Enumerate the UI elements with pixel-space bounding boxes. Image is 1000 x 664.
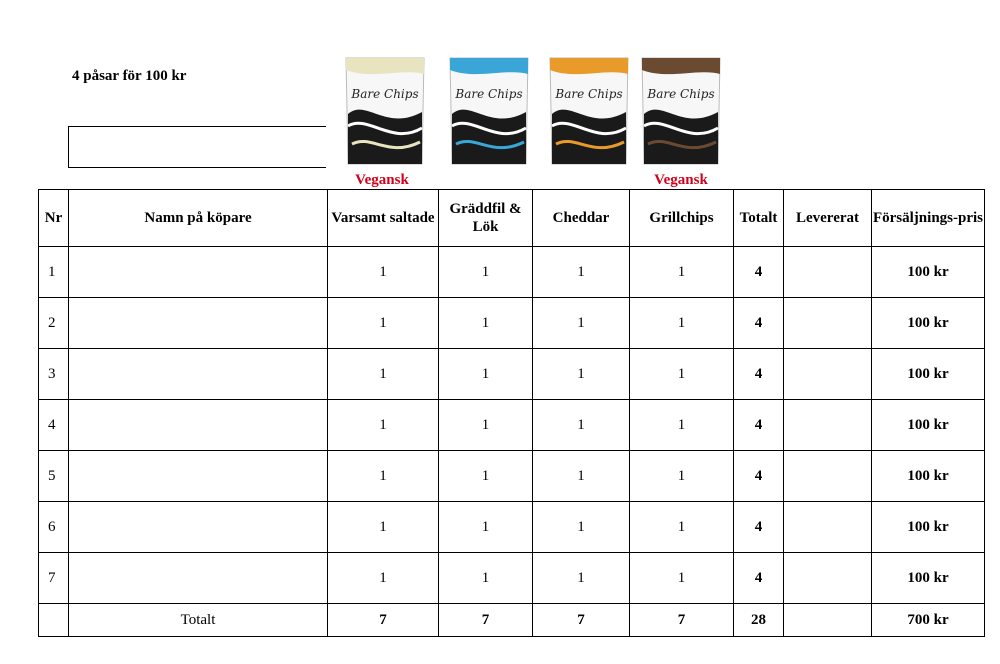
cell-nr: 4 (39, 400, 69, 451)
chip-bag-icon (638, 54, 724, 168)
cell-totalt: 4 (734, 400, 784, 451)
table-row (39, 553, 985, 604)
cell-totalt: 4 (734, 349, 784, 400)
cell-levererat[interactable] (784, 502, 872, 553)
cell-grillchips: 1 (630, 400, 734, 451)
cell-cheddar: 1 (533, 298, 630, 349)
chip-bag-brand: Bare Chips (555, 87, 623, 101)
cell-price: 100 kr (872, 247, 985, 298)
cell-nr: 1 (39, 247, 69, 298)
header-row (39, 190, 985, 247)
chip-bag-icon (342, 54, 428, 168)
cell-price: 100 kr (872, 298, 985, 349)
header-grillchips: Grillchips (630, 190, 734, 247)
cell-levererat[interactable] (784, 553, 872, 604)
cell-buyer-name[interactable] (69, 349, 328, 400)
cell-buyer-name[interactable] (69, 502, 328, 553)
chip-bag-image-2 (446, 54, 532, 168)
name-input-box[interactable] (68, 126, 326, 168)
cell-price: 100 kr (872, 349, 985, 400)
cell-buyer-name[interactable] (69, 247, 328, 298)
header-varsamt-saltade: Varsamt saltade (328, 190, 439, 247)
cell-levererat[interactable] (784, 400, 872, 451)
header-graddfil-lok: Gräddfil & Lök (439, 190, 533, 247)
cell-graddfil-lok: 1 (439, 553, 533, 604)
totals-levererat (784, 604, 872, 637)
totals-label: Totalt (69, 604, 328, 637)
table-row (39, 502, 985, 553)
cell-buyer-name[interactable] (69, 400, 328, 451)
cell-totalt: 4 (734, 553, 784, 604)
cell-price: 100 kr (872, 451, 985, 502)
cell-graddfil-lok: 1 (439, 349, 533, 400)
cell-varsamt-saltade: 1 (328, 349, 439, 400)
cell-graddfil-lok: 1 (439, 298, 533, 349)
totals-empty (39, 604, 69, 637)
cell-buyer-name[interactable] (69, 553, 328, 604)
cell-varsamt-saltade: 1 (328, 451, 439, 502)
chip-bag-brand: Bare Chips (351, 87, 419, 101)
cell-cheddar: 1 (533, 553, 630, 604)
cell-totalt: 4 (734, 451, 784, 502)
cell-graddfil-lok: 1 (439, 451, 533, 502)
vegan-label-4: Vegansk (654, 172, 708, 188)
cell-nr: 7 (39, 553, 69, 604)
chip-bag-icon (546, 54, 632, 168)
totals-grillchips: 7 (630, 604, 734, 637)
table-row (39, 400, 985, 451)
chip-bag-image-3 (546, 54, 632, 168)
cell-graddfil-lok: 1 (439, 247, 533, 298)
cell-levererat[interactable] (784, 349, 872, 400)
cell-grillchips: 1 (630, 553, 734, 604)
cell-levererat[interactable] (784, 451, 872, 502)
header-price: Försäljnings-pris (872, 190, 985, 247)
totals-price: 700 kr (872, 604, 985, 637)
cell-nr: 6 (39, 502, 69, 553)
cell-nr: 3 (39, 349, 69, 400)
chip-bag-image-1 (342, 54, 428, 168)
cell-totalt: 4 (734, 298, 784, 349)
header-cheddar: Cheddar (533, 190, 630, 247)
cell-price: 100 kr (872, 400, 985, 451)
header-totalt: Totalt (734, 190, 784, 247)
chip-bag-icon (446, 54, 532, 168)
cell-grillchips: 1 (630, 298, 734, 349)
cell-levererat[interactable] (784, 298, 872, 349)
cell-nr: 2 (39, 298, 69, 349)
cell-graddfil-lok: 1 (439, 400, 533, 451)
cell-totalt: 4 (734, 502, 784, 553)
cell-totalt: 4 (734, 247, 784, 298)
cell-cheddar: 1 (533, 349, 630, 400)
cell-price: 100 kr (872, 502, 985, 553)
cell-price: 100 kr (872, 553, 985, 604)
cell-varsamt-saltade: 1 (328, 553, 439, 604)
offer-title: 4 påsar för 100 kr (72, 68, 187, 84)
cell-cheddar: 1 (533, 451, 630, 502)
cell-varsamt-saltade: 1 (328, 247, 439, 298)
cell-cheddar: 1 (533, 247, 630, 298)
header-levererat: Levererat (784, 190, 872, 247)
cell-varsamt-saltade: 1 (328, 298, 439, 349)
totals-totalt: 28 (734, 604, 784, 637)
totals-cheddar: 7 (533, 604, 630, 637)
order-table (38, 189, 985, 637)
header-name: Namn på köpare (69, 190, 328, 247)
cell-cheddar: 1 (533, 400, 630, 451)
table-row (39, 349, 985, 400)
chip-bag-brand: Bare Chips (455, 87, 523, 101)
cell-cheddar: 1 (533, 502, 630, 553)
table-row (39, 298, 985, 349)
cell-grillchips: 1 (630, 349, 734, 400)
header-nr: Nr (39, 190, 69, 247)
totals-varsamt-saltade: 7 (328, 604, 439, 637)
cell-grillchips: 1 (630, 451, 734, 502)
table-row (39, 247, 985, 298)
cell-buyer-name[interactable] (69, 451, 328, 502)
cell-graddfil-lok: 1 (439, 502, 533, 553)
cell-varsamt-saltade: 1 (328, 502, 439, 553)
cell-varsamt-saltade: 1 (328, 400, 439, 451)
chip-bag-brand: Bare Chips (647, 87, 715, 101)
table-row (39, 451, 985, 502)
totals-row (39, 604, 985, 637)
cell-grillchips: 1 (630, 247, 734, 298)
chip-bag-image-4 (638, 54, 724, 168)
cell-nr: 5 (39, 451, 69, 502)
totals-graddfil-lok: 7 (439, 604, 533, 637)
vegan-label-1: Vegansk (355, 172, 409, 188)
cell-levererat[interactable] (784, 247, 872, 298)
cell-grillchips: 1 (630, 502, 734, 553)
cell-buyer-name[interactable] (69, 298, 328, 349)
